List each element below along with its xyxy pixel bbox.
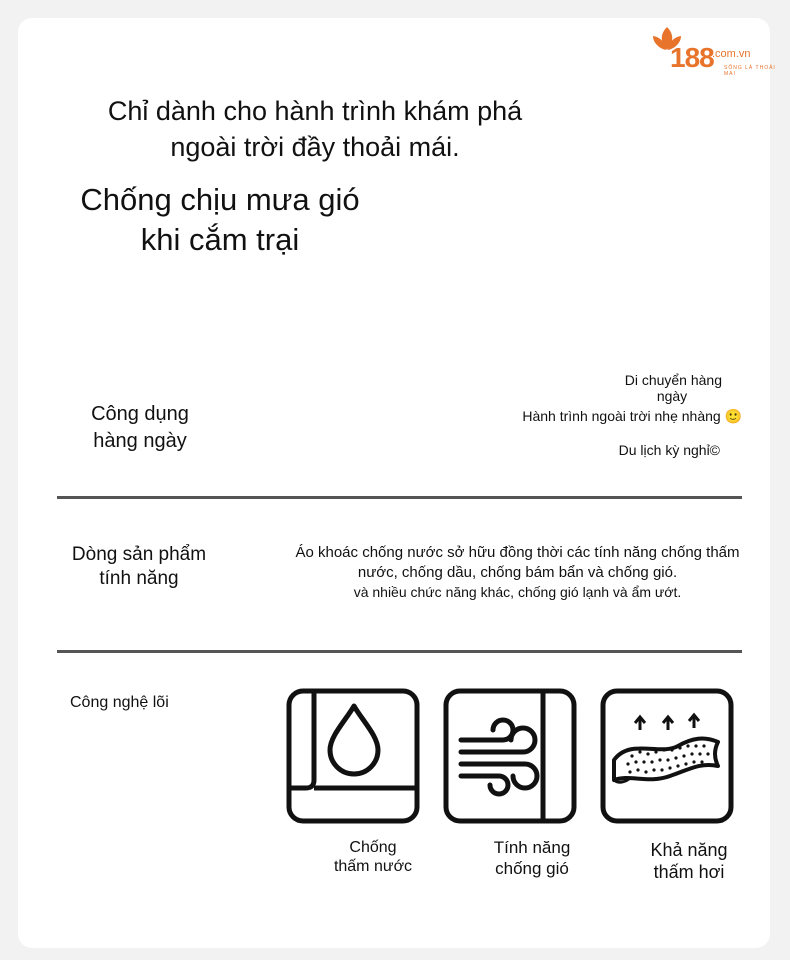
feature-caption-waterproof-line-2: thấm nước — [333, 858, 413, 875]
headline-line-2: ngoài trời đầy thoải mái. — [170, 132, 460, 162]
product-line-desc-3: và nhiều chức năng khác, chống gió lạnh và ẩm ướt. — [353, 584, 682, 600]
daily-use-item-2: Hành trình ngoài trời nhẹ nhàng 🙂 — [522, 408, 742, 424]
logo-domain: .com.vn — [712, 48, 751, 60]
feature-caption-breathable-line-2: thấm hơi — [653, 862, 725, 882]
logo-tagline: SỐNG LÀ THOẢI MÁI — [724, 65, 776, 77]
section-divider-1 — [57, 496, 742, 499]
daily-use-label — [60, 401, 220, 455]
subheadline-line-2: khi cắm trại — [140, 222, 300, 257]
product-line-label-line-2: tính năng — [99, 568, 179, 589]
daily-use-item-3: Du lịch kỳ nghỉ© — [618, 442, 720, 458]
daily-use-item-1: Di chuyển hàng — [624, 372, 722, 388]
feature-caption-windproof — [467, 837, 597, 879]
feature-caption-windproof-line-2: chống gió — [495, 859, 569, 878]
product-line-label — [60, 543, 218, 591]
water-drop-icon — [286, 688, 420, 824]
product-line-desc-2: nước, chống dầu, chống bám bẩn và chống gió. — [357, 564, 678, 581]
brand-logo[interactable] — [652, 24, 777, 77]
headline-line-1: Chỉ dành cho hành trình khám phá — [107, 96, 523, 126]
subheadline-line-1: Chống chịu mưa gió — [80, 182, 360, 217]
product-line-label-line-1: Dòng sản phẩm — [71, 544, 207, 565]
section-divider-2 — [57, 650, 742, 653]
daily-use-item-1-cont: ngày — [656, 388, 688, 404]
logo-number: 188 — [670, 42, 714, 73]
breathable-fabric-icon — [600, 688, 734, 824]
feature-caption-waterproof — [308, 838, 438, 876]
wind-icon — [443, 688, 577, 824]
daily-use-label-line-1: Công dụng — [91, 403, 189, 425]
product-line-desc-1: Áo khoác chống nước sở hữu đồng thời các tính năng chống thấm — [295, 544, 740, 561]
feature-caption-breathable-line-1: Khả năng — [650, 840, 728, 860]
core-tech-label: Công nghệ lõi — [70, 694, 169, 711]
feature-caption-windproof-line-1: Tính năng — [493, 838, 571, 857]
feature-caption-waterproof-line-1: Chống — [349, 839, 397, 856]
feature-caption-breathable — [624, 839, 754, 883]
daily-use-label-line-2: hàng ngày — [93, 430, 187, 452]
